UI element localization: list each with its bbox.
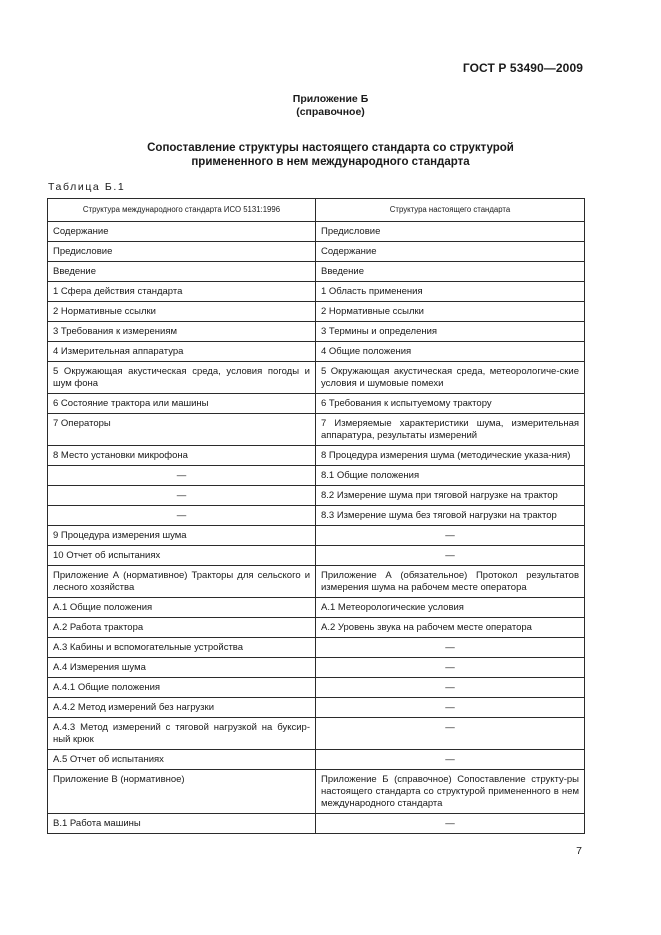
this-standard-cell: 2 Нормативные ссылки [316, 302, 585, 322]
table-row [48, 242, 585, 262]
table-row [48, 302, 585, 322]
iso-structure-cell: 9 Процедура измерения шума [48, 526, 316, 546]
iso-structure-cell: 1 Сфера действия стандарта [48, 282, 316, 302]
this-standard-cell: — [316, 526, 585, 546]
this-standard-cell: Содержание [316, 242, 585, 262]
iso-structure-cell: Введение [48, 262, 316, 282]
this-standard-cell: 5 Окружающая акустическая среда, метеорологиче-ские условия и шумовые помехи [316, 362, 585, 394]
iso-structure-cell: А.4.2 Метод измерений без нагрузки [48, 698, 316, 718]
table-row [48, 394, 585, 414]
this-standard-cell: 6 Требования к испытуемому трактору [316, 394, 585, 414]
iso-structure-cell: 8 Место установки микрофона [48, 446, 316, 466]
table-row [48, 698, 585, 718]
this-standard-cell: — [316, 814, 585, 834]
table-row [48, 282, 585, 302]
iso-structure-cell: Содержание [48, 222, 316, 242]
table-row [48, 598, 585, 618]
table-header-row [48, 199, 585, 222]
this-standard-cell: 3 Термины и определения [316, 322, 585, 342]
table-label: Таблица Б.1 [48, 181, 126, 193]
table-row [48, 750, 585, 770]
this-standard-cell: 1 Область применения [316, 282, 585, 302]
table-body [48, 222, 585, 834]
this-standard-cell: 8.2 Измерение шума при тяговой нагрузке на трактор [316, 486, 585, 506]
table-row [48, 506, 585, 526]
this-standard-cell: А.1 Метеорологические условия [316, 598, 585, 618]
this-standard-cell: Предисловие [316, 222, 585, 242]
iso-structure-cell: — [48, 506, 316, 526]
table-row [48, 638, 585, 658]
iso-structure-cell: 10 Отчет об испытаниях [48, 546, 316, 566]
section-heading-line-2: примененного в нем международного стандарта [191, 156, 470, 168]
this-standard-cell: Введение [316, 262, 585, 282]
iso-structure-cell: А.5 Отчет об испытаниях [48, 750, 316, 770]
table-row [48, 486, 585, 506]
iso-structure-cell: — [48, 486, 316, 506]
this-standard-cell: 8 Процедура измерения шума (методические указа-ния) [316, 446, 585, 466]
iso-structure-cell: А.3 Кабины и вспомогательные устройства [48, 638, 316, 658]
page-number: 7 [576, 845, 582, 857]
table-row [48, 362, 585, 394]
iso-structure-cell: 3 Требования к измерениям [48, 322, 316, 342]
table-row [48, 322, 585, 342]
iso-structure-cell: А.4.1 Общие положения [48, 678, 316, 698]
iso-structure-cell: А.4 Измерения шума [48, 658, 316, 678]
iso-structure-cell: Приложение А (нормативное) Тракторы для сельского и лесного хозяйства [48, 566, 316, 598]
structure-comparison-table [47, 198, 585, 834]
table-row [48, 770, 585, 814]
this-standard-cell: — [316, 678, 585, 698]
annex-title: Приложение Б [292, 93, 369, 105]
this-standard-cell: 8.1 Общие положения [316, 466, 585, 486]
this-standard-cell: 7 Измеряемые характеристики шума, измерительная аппаратура, результаты измерений [316, 414, 585, 446]
table-row [48, 446, 585, 466]
this-standard-cell: А.2 Уровень звука на рабочем месте оператора [316, 618, 585, 638]
table-row [48, 466, 585, 486]
iso-structure-cell: 4 Измерительная аппаратура [48, 342, 316, 362]
iso-structure-cell: Предисловие [48, 242, 316, 262]
this-standard-cell: — [316, 638, 585, 658]
this-standard-cell: — [316, 698, 585, 718]
this-standard-cell: 8.3 Измерение шума без тяговой нагрузки на трактор [316, 506, 585, 526]
table-row [48, 342, 585, 362]
iso-structure-cell: А.2 Работа трактора [48, 618, 316, 638]
this-standard-cell: — [316, 658, 585, 678]
iso-structure-cell: 7 Операторы [48, 414, 316, 446]
this-standard-cell: — [316, 750, 585, 770]
table-row [48, 566, 585, 598]
this-standard-cell: — [316, 546, 585, 566]
iso-structure-cell: — [48, 466, 316, 486]
table-row [48, 262, 585, 282]
table-row [48, 814, 585, 834]
table-row [48, 222, 585, 242]
iso-structure-cell: А.1 Общие положения [48, 598, 316, 618]
iso-structure-cell: А.4.3 Метод измерений с тяговой нагрузкой на буксир-ный крюк [48, 718, 316, 750]
this-standard-cell: Приложение Б (справочное) Сопоставление структу-ры настоящего стандарта со структурой примененного в нем международного стандарта [316, 770, 585, 814]
header-this-standard-structure: Структура настоящего стандарта [316, 199, 585, 222]
section-heading-line-1: Сопоставление структуры настоящего стандарта со структурой [147, 142, 514, 154]
table-row [48, 658, 585, 678]
iso-structure-cell: 5 Окружающая акустическая среда, условия погоды и шум фона [48, 362, 316, 394]
this-standard-cell: 4 Общие положения [316, 342, 585, 362]
table-row [48, 546, 585, 566]
table-row [48, 526, 585, 546]
standard-code: ГОСТ Р 53490—2009 [462, 61, 583, 75]
iso-structure-cell: В.1 Работа машины [48, 814, 316, 834]
this-standard-cell: — [316, 718, 585, 750]
table-row [48, 414, 585, 446]
table-row [48, 618, 585, 638]
header-iso-structure: Структура международного стандарта ИСО 5131:1996 [48, 199, 316, 222]
iso-structure-cell: 2 Нормативные ссылки [48, 302, 316, 322]
table-row [48, 718, 585, 750]
this-standard-cell: Приложение А (обязательное) Протокол результатов измерения шума на рабочем месте оператора [316, 566, 585, 598]
iso-structure-cell: 6 Состояние трактора или машины [48, 394, 316, 414]
annex-kind: (справочное) [296, 106, 365, 118]
iso-structure-cell: Приложение В (нормативное) [48, 770, 316, 814]
table-row [48, 678, 585, 698]
